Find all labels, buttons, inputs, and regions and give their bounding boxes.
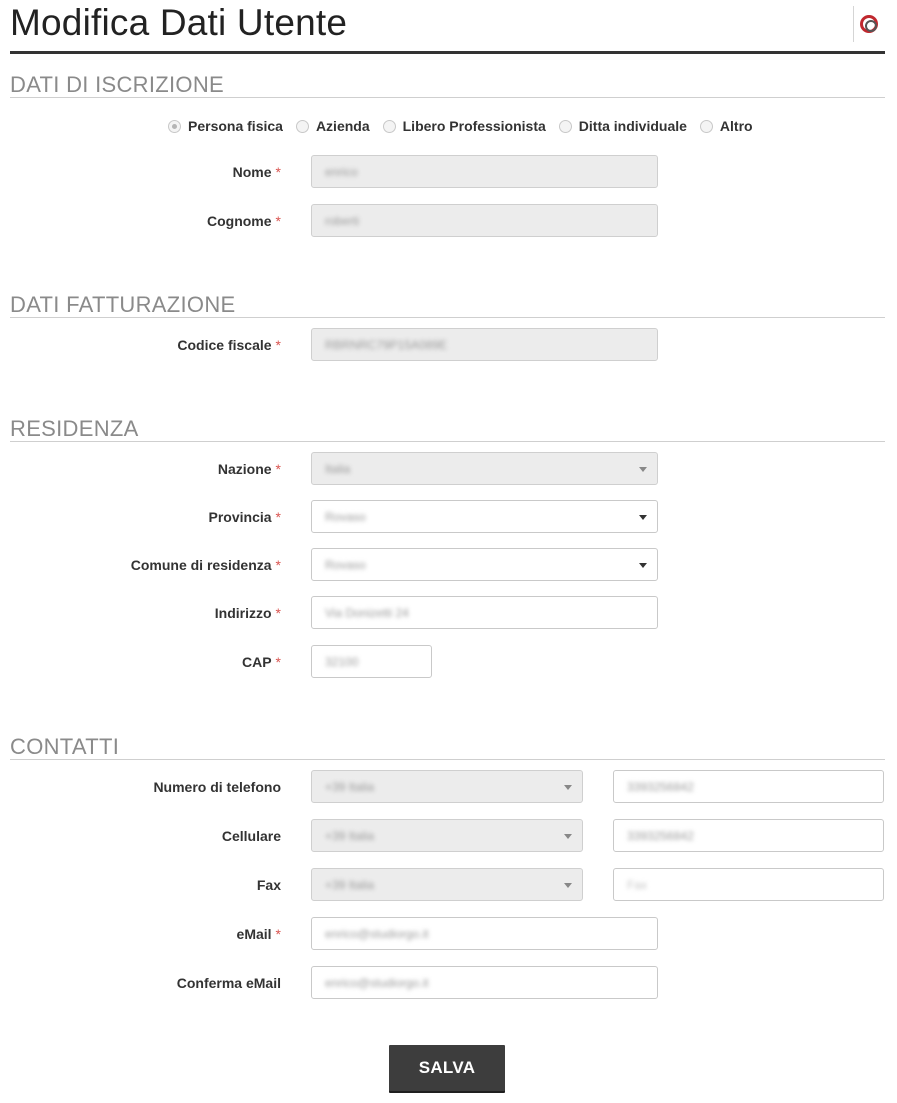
radio-libero-professionista[interactable] [383,118,546,134]
required-asterisk: * [275,557,281,573]
required-asterisk: * [275,654,281,670]
save-button[interactable]: SALVA [389,1045,505,1091]
cap-label-text: CAP [241,654,272,670]
cognome-label-text: Cognome [206,213,272,229]
cellulare-value: 3393256842 [627,828,694,843]
radio-unchecked-icon[interactable] [700,120,713,133]
nome-value: enrico [325,164,358,179]
nome-label-text: Nome [232,164,272,180]
cognome-label [0,213,281,229]
page-title: Modifica Dati Utente [10,2,348,43]
required-asterisk: * [275,213,281,229]
conferma-email-field[interactable] [311,966,658,999]
fax-prefix-value: +39 Italia [325,877,375,892]
radio-unchecked-icon[interactable] [383,120,396,133]
section-title-fatturazione: DATI FATTURAZIONE [10,292,236,317]
cap-value: 32100 [325,654,359,669]
section-title-contatti: CONTATTI [10,734,120,759]
section-title-iscrizione: DATI DI ISCRIZIONE [10,72,225,97]
cellulare-prefix-select[interactable] [311,819,583,852]
nome-label [0,164,281,180]
codice-fiscale-field[interactable] [311,328,658,361]
section-divider [10,441,885,442]
radio-unchecked-icon[interactable] [559,120,572,133]
required-asterisk: * [275,509,281,525]
nome-field[interactable] [311,155,658,188]
comune-label [0,557,281,573]
cap-field[interactable] [311,645,432,678]
header-separator [853,6,854,42]
indirizzo-field[interactable] [311,596,658,629]
cap-label [0,654,281,670]
codice-fiscale-label-text: Codice fiscale [177,337,272,353]
section-divider [10,97,885,98]
provincia-label-text: Provincia [208,509,272,525]
radio-unchecked-icon[interactable] [296,120,309,133]
nazione-select[interactable] [311,452,658,485]
telefono-label-text: Numero di telefono [153,779,281,795]
fax-label-text: Fax [256,877,281,893]
email-field[interactable] [311,917,658,950]
required-asterisk: * [275,461,281,477]
radio-label: Altro [719,118,753,134]
cognome-value: roberti [325,213,360,228]
radio-azienda[interactable] [296,118,370,134]
indirizzo-label-text: Indirizzo [214,605,272,621]
radio-label: Libero Professionista [402,118,546,134]
required-asterisk: * [275,605,281,621]
codice-fiscale-label [0,337,281,353]
account-type-radio-group [168,116,766,136]
title-divider [10,51,885,54]
cellulare-field[interactable] [613,819,884,852]
section-divider [10,759,885,760]
conferma-email-label [0,975,281,991]
lifebuoy-icon[interactable] [860,15,878,33]
email-label [0,926,281,942]
provincia-label [0,509,281,525]
indirizzo-value: Via Donizetti 24 [325,605,409,620]
required-asterisk: * [275,164,281,180]
nazione-label-text: Nazione [217,461,272,477]
fax-field[interactable] [613,868,884,901]
email-label-text: eMail [236,926,272,942]
radio-persona-fisica[interactable] [168,118,283,134]
section-title-residenza: RESIDENZA [10,416,139,441]
fax-label [0,877,281,893]
comune-value: Rovaso [325,557,366,572]
fax-prefix-select[interactable] [311,868,583,901]
fax-placeholder: Fax [627,877,648,892]
chevron-down-icon [639,563,647,568]
required-asterisk: * [275,337,281,353]
radio-ditta-individuale[interactable] [559,118,687,134]
provincia-value: Rovaso [325,509,366,524]
chevron-down-icon [564,883,572,888]
telefono-field[interactable] [613,770,884,803]
codice-fiscale-value: RBRNRC79P15A089E [325,337,448,352]
indirizzo-label [0,605,281,621]
radio-label: Ditta individuale [578,118,687,134]
section-divider [10,317,885,318]
radio-altro[interactable] [700,118,753,134]
telefono-prefix-value: +39 Italia [325,779,375,794]
conferma-email-value: enrico@studiorgo.it [325,975,429,990]
chevron-down-icon [639,515,647,520]
comune-select[interactable] [311,548,658,581]
chevron-down-icon [564,785,572,790]
email-value: enrico@studiorgo.it [325,926,429,941]
telefono-prefix-select[interactable] [311,770,583,803]
nazione-label [0,461,281,477]
radio-label: Persona fisica [188,118,283,134]
conferma-email-label-text: Conferma eMail [176,975,281,991]
telefono-label [0,779,281,795]
provincia-select[interactable] [311,500,658,533]
required-asterisk: * [275,926,281,942]
radio-label: Azienda [315,118,370,134]
cellulare-label [0,828,281,844]
radio-checked-icon[interactable] [168,120,181,133]
chevron-down-icon [564,834,572,839]
telefono-value: 3393256842 [627,779,694,794]
cellulare-label-text: Cellulare [221,828,281,844]
cognome-field[interactable] [311,204,658,237]
chevron-down-icon [639,467,647,472]
cellulare-prefix-value: +39 Italia [325,828,375,843]
comune-label-text: Comune di residenza [130,557,272,573]
nazione-value: Italia [325,461,351,476]
